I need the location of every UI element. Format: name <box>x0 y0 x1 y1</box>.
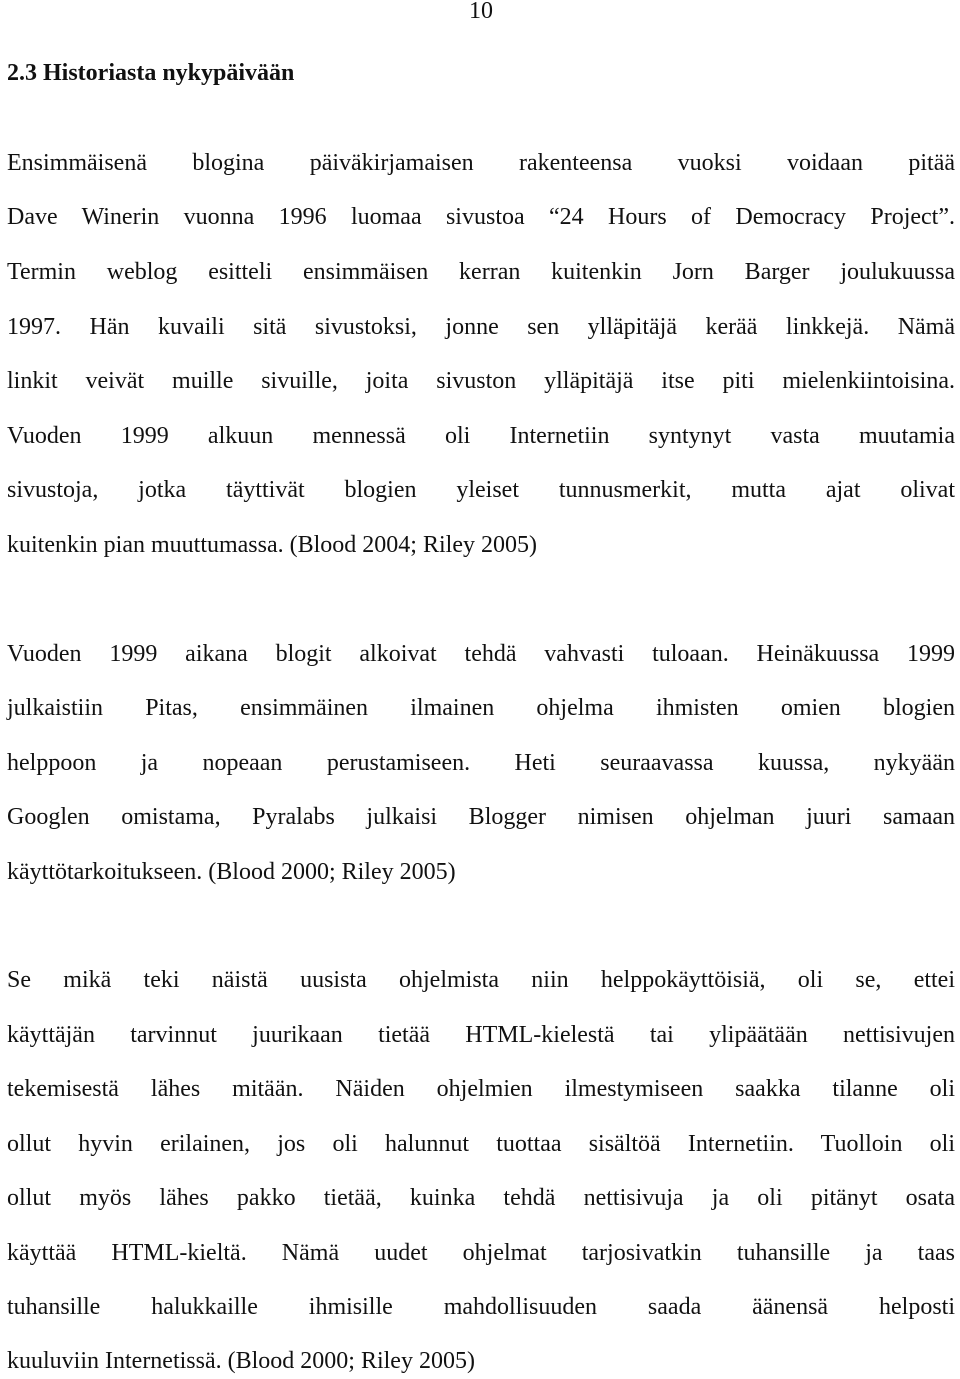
page-number: 10 <box>469 0 493 24</box>
paragraph-line: käyttäjän tarvinnut juurikaan tietää HTML-kielestä tai ylipäätään nettisivujen <box>7 1022 955 1048</box>
paragraph-line: Dave Winerin vuonna 1996 luomaa sivustoa “24 Hours of Democracy Project”. <box>7 204 955 230</box>
paragraph-line: käyttää HTML-kieltä. Nämä uudet ohjelmat tarjosivatkin tuhansille ja taas <box>7 1240 955 1266</box>
paragraph-line: Vuoden 1999 aikana blogit alkoivat tehdä vahvasti tuloaan. Heinäkuussa 1999 <box>7 641 955 667</box>
paragraph-line: kuitenkin pian muuttumassa. (Blood 2004; Riley 2005) <box>7 532 537 558</box>
paragraph-line: 1997. Hän kuvaili sitä sivustoksi, jonne sen ylläpitäjä kerää linkkejä. Nämä <box>7 314 955 340</box>
paragraph-line: tekemisestä lähes mitään. Näiden ohjelmien ilmestymiseen saakka tilanne oli <box>7 1076 955 1102</box>
paragraph-line: sivustoja, jotka täyttivät blogien yleiset tunnusmerkit, mutta ajat olivat <box>7 477 955 503</box>
paragraph-line: käyttötarkoitukseen. (Blood 2000; Riley 2005) <box>7 859 456 885</box>
paragraph-line: linkit veivät muille sivuille, joita sivuston ylläpitäjä itse piti mielenkiintoisina. <box>7 368 955 394</box>
paragraph-line: kuuluviin Internetissä. (Blood 2000; Riley 2005) <box>7 1348 475 1374</box>
paragraph-line: tuhansille halukkaille ihmisille mahdollisuuden saada äänensä helposti <box>7 1294 955 1320</box>
paragraph-line: Se mikä teki näistä uusista ohjelmista niin helppokäyttöisiä, oli se, ettei <box>7 967 955 993</box>
paragraph-line: Vuoden 1999 alkuun mennessä oli Internetiin syntynyt vasta muutamia <box>7 423 955 449</box>
paragraph-line: Googlen omistama, Pyralabs julkaisi Blogger nimisen ohjelman juuri samaan <box>7 804 955 830</box>
paragraph-line: helppoon ja nopeaan perustamiseen. Heti seuraavassa kuussa, nykyään <box>7 750 955 776</box>
paragraph-line: julkaistiin Pitas, ensimmäinen ilmainen ohjelma ihmisten omien blogien <box>7 695 955 721</box>
paragraph-line: ollut myös lähes pakko tietää, kuinka tehdä nettisivuja ja oli pitänyt osata <box>7 1185 955 1211</box>
paragraph-line: Ensimmäisenä blogina päiväkirjamaisen rakenteensa vuoksi voidaan pitää <box>7 150 955 176</box>
section-heading: 2.3 Historiasta nykypäivään <box>7 60 295 86</box>
paragraph-line: Termin weblog esitteli ensimmäisen kerran kuitenkin Jorn Barger joulukuussa <box>7 259 955 285</box>
paragraph-line: ollut hyvin erilainen, jos oli halunnut tuottaa sisältöä Internetiin. Tuolloin oli <box>7 1131 955 1157</box>
